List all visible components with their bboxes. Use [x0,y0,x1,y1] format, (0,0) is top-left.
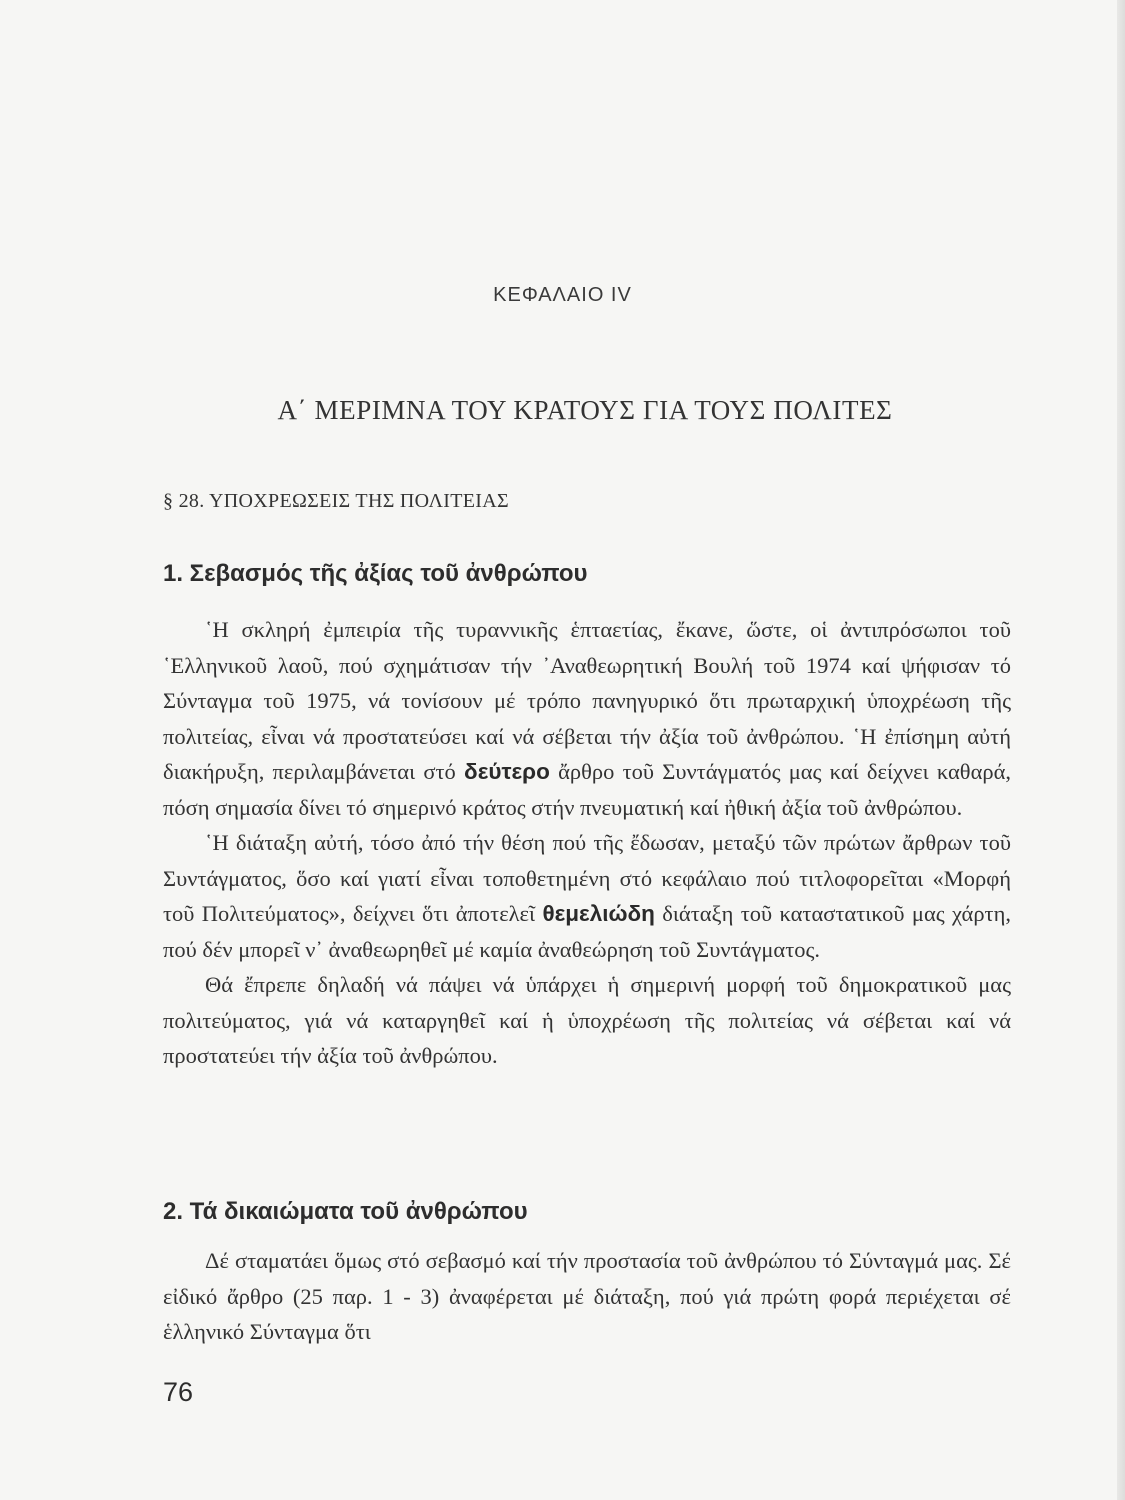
subsection-2-body [163,1243,1011,1350]
page-edge [1117,0,1125,1500]
paragraph-text: ῾Η διάταξη αὐτή, τόσο ἀπό τήν θέση πού τῆς ἔδωσαν, μεταξύ τῶν πρώτων ἄρθρων τοῦ Συντάγματος, ὅσο καί γιατί εἶναι τοποθετημένη στό κεφάλαιο πού τιτλοφορεῖται «Μορφή τοῦ Πολιτεύματος», δείχνει ὅτι ἀποτελεῖ [163,830,1011,926]
chapter-title: Α΄ ΜΕΡΙΜΝΑ ΤΟΥ ΚΡΑΤΟΥΣ ΓΙΑ ΤΟΥΣ ΠΟΛΙΤΕΣ [277,395,893,425]
paragraph: Δέ σταματάει ὅμως στό σεβασμό καί τήν προστασία τοῦ ἀνθρώπου τό Σύνταγμά μας. Σέ εἰδικό ἄρθρο (25 παρ. 1 - 3) ἀναφέρεται μέ διάταξη, πού γιά πρώτη φορά περιέχεται σέ ἑλληνικό Σύνταγμα ὅτι [163,1248,1011,1344]
emphasized-word: θεμελιώδη [542,901,655,926]
paragraph-text: ἄρθρο τοῦ Συντάγματός μας καί δείχνει καθαρά, πόση σημασία δίνει τό σημερινό κράτος στήν πνευματική καί ἠθική ἀξία τοῦ ἀνθρώπου. [163,759,1012,820]
paragraph-text: διάταξη τοῦ καταστατικοῦ μας χάρτη, πού δέν μπορεῖ ν᾿ ἀναθεωρηθεῖ μέ καμία ἀναθεώρηση τοῦ Συντάγματος. [163,901,1011,962]
paragraph: Θά ἔπρεπε δηλαδή νά πάψει νά ὑπάρχει ἡ σημερινή μορφή τοῦ δημοκρατικοῦ μας πολιτεύματος, γιά νά καταργηθεῖ καί ἡ ὑποχρέωση τῆς πολιτείας νά σέβεται καί νά προστατεύει τήν ἀξία τοῦ ἀνθρώπου. [163,972,1011,1068]
paragraph-text: ῾Η σκληρή ἐμπειρία τῆς τυραννικῆς ἑπταετίας, ἔκανε, ὥστε, οἱ ἀντιπρόσωποι τοῦ ῾Ελληνικοῦ λαοῦ, πού σχημάτισαν τήν ᾿Αναθεωρητική Βουλή τοῦ 1974 καί ψήφισαν τό Σύνταγμα τοῦ 1975, νά τονίσουν μέ τρόπο πανηγυρικό ὅτι πρωταρχική ὑποχρέωση τῆς πολιτείας, εἶναι νά προστατεύσει καί νά σέβεται τήν ἀξία τοῦ ἀνθρώπου. ῾Η ἐπίσημη αὐτή διακήρυξη, περιλαμβάνεται στό [163,617,1011,784]
section-heading: § 28. ΥΠΟΧΡΕΩΣΕΙΣ ΤΗΣ ΠΟΛΙΤΕΙΑΣ [163,490,509,512]
page-number: 76 [163,1377,194,1407]
chapter-label: ΚΕΦΑΛΑΙΟ IV [493,284,632,306]
paragraph [163,825,1011,967]
subsection-heading-1: 1. Σεβασμός τῆς ἀξίας τοῦ ἀνθρώπου [163,560,588,587]
subsection-1-body [163,612,1011,1074]
subsection-heading-2: 2. Τά δικαιώματα τοῦ ἀνθρώπου [163,1198,528,1225]
paragraph [163,612,1011,825]
emphasized-word: δεύτερο [464,759,550,784]
